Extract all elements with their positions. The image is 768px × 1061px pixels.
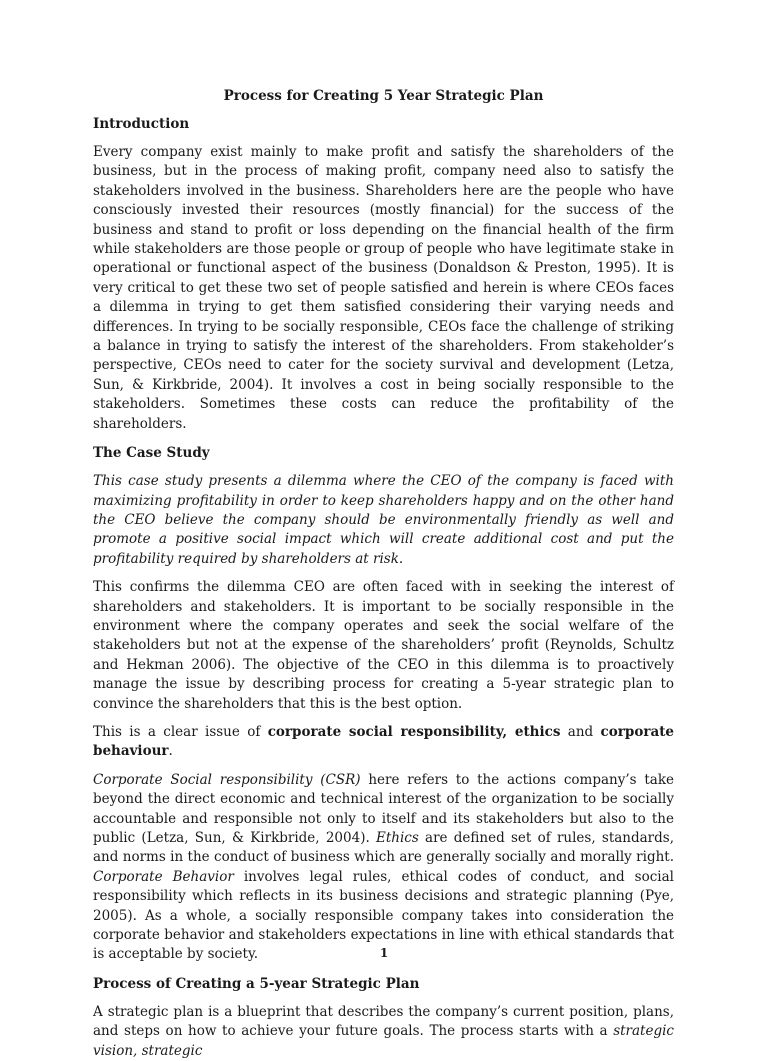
introduction-paragraph: Every company exist mainly to make profit and satisfy the shareholders of the business, but in the process of making profit, company need also to satisfy the stakeholders involved in the business. Shareholders here are the people who have consciously invested their resources (mostly financial) for the success of the business and stand to profit or loss depending on the financial health of the firm while stakeholders are those people or group of people who have legitimate stake in operational or functional aspect of the business (Donaldson & Preston, 1995). It is very critical to get these two set of people satisfied and herein is where CEOs faces a dilemma in trying to get them satisfied considering their varying needs and differences. In trying to be socially responsible, CEOs face the challenge of striking a balance in trying to satisfy the interest of the shareholders. From stakeholder’s perspective, CEOs need to cater for the society survival and development (Letza, Sun, & Kirkbride, 2004). It involves a cost in being socially responsible to the stakeholders. Sometimes these costs can reduce the profitability of the shareholders. — [93, 144, 674, 432]
section-heading-process: Process of Creating a 5-year Strategic Plan — [93, 975, 420, 992]
case-study-italic-paragraph: This case study presents a dilemma where the CEO of the company is faced with maximizing profitability in order to keep shareholders happy and on the other hand the CEO believe the company should be environmentally friendly as well and promote a positive social impact which will create additional cost and put the profitability required by shareholders at risk. — [93, 473, 674, 567]
issue-sentence — [93, 723, 674, 762]
csr-term: Corporate Social responsibility (CSR) — [93, 771, 361, 788]
issue-suffix: . — [168, 743, 173, 760]
issue-middle: and — [560, 723, 601, 740]
process-paragraph — [93, 1003, 674, 1061]
corporate-behavior-definition: involves legal rules, ethical codes of conduct, and social responsibility which reflects in its business decisions and strategic planning (Pye, 2005). As a whole, a socially responsible company takes into consideration the corporate behavior and stakeholders expectations in line with ethical standards that is acceptable by society. — [93, 868, 674, 963]
case-study-paragraph: This confirms the dilemma CEO are often faced with in seeking the interest of shareholders and stakeholders. It is important to be socially responsible in the environment where the company operates and seek the social welfare of the stakeholders but not at the expense of the shareholders’ profit (Reynolds, Schultz and Hekman 2006). The objective of the CEO in this dilemma is to proactively manage the issue by describing process for creating a 5-year strategic plan to convince the shareholders that this is the best option. — [93, 579, 674, 712]
section-heading-case-study: The Case Study — [93, 445, 210, 462]
issue-prefix: This is a clear issue of — [93, 723, 268, 740]
document-title: Process for Creating 5 Year Strategic Plan — [223, 88, 544, 104]
ethics-term: Ethics — [376, 830, 419, 846]
definitions-paragraph — [93, 771, 674, 965]
process-italic-tail: strategic vision, strategic — [93, 1023, 674, 1059]
issue-bold-corporate-behaviour: corporate behaviour — [93, 723, 675, 760]
page-number: 1 — [379, 946, 389, 960]
ethics-definition: are defined set of rules, standards, and norms in the conduct of business which are generally socially and morally right. — [93, 830, 674, 866]
corporate-behavior-term: Corporate Behavior — [93, 868, 234, 885]
section-heading-introduction: Introduction — [93, 116, 190, 132]
issue-bold-csr-ethics: corporate social responsibility, ethics — [267, 723, 561, 740]
process-text: A strategic plan is a blueprint that describes the company’s current position, plans, and steps on how to achieve your future goals. The process starts with a — [93, 1003, 674, 1040]
csr-definition: here refers to the actions company’s take beyond the direct economic and technical interest of the organization to be socially accountable and responsible not only to itself and its stakeholders but also to the public (Letza, Sun, & Kirkbride, 2004). — [93, 771, 675, 846]
